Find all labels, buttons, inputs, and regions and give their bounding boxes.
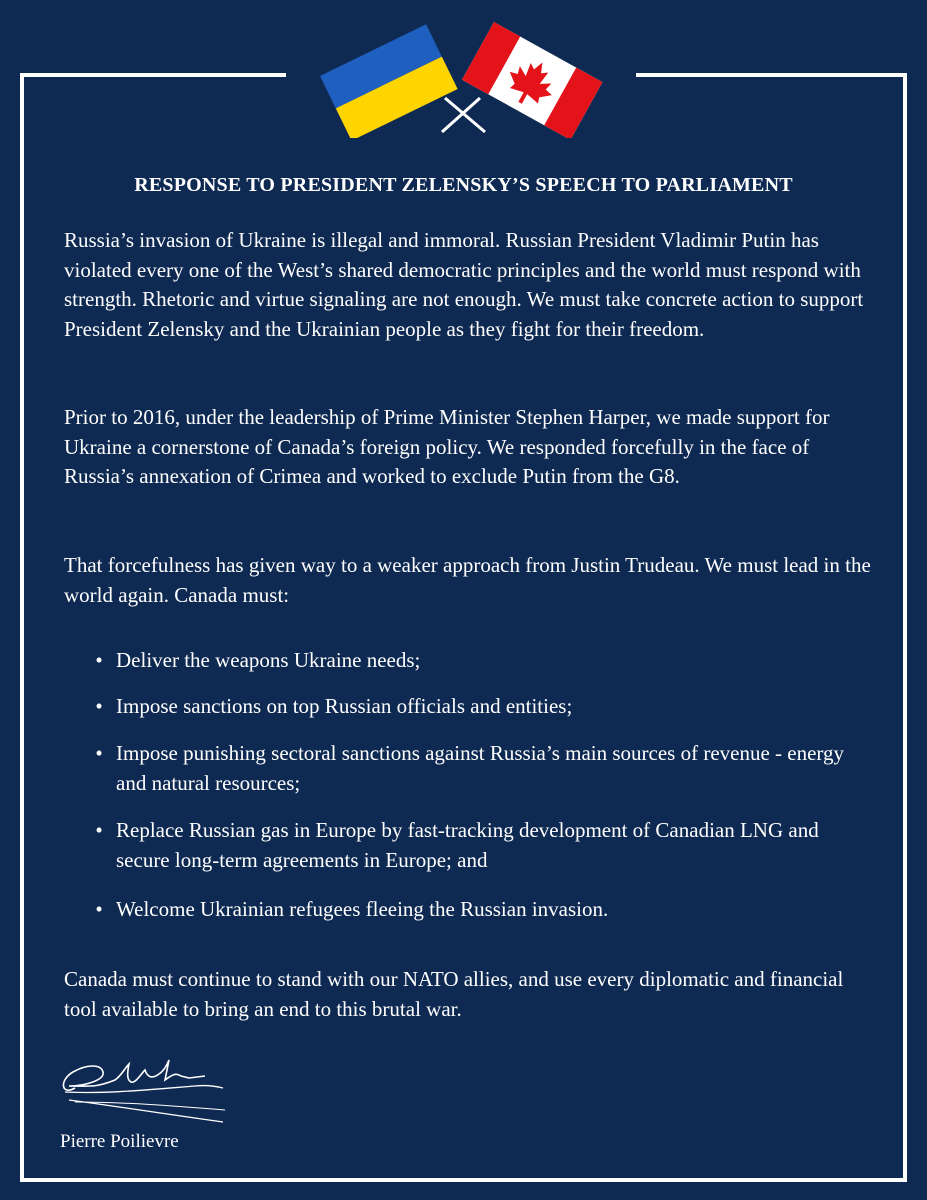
ukraine-flag-icon: [320, 24, 458, 138]
bullet-icon: •: [95, 694, 103, 718]
page-title: RESPONSE TO PRESIDENT ZELENSKY’S SPEECH TO PARLIAMENT: [134, 174, 793, 196]
list-item: [95, 816, 876, 875]
canada-flag-icon: [462, 22, 602, 138]
frame-top-right: [636, 73, 907, 77]
list-item: [95, 895, 876, 925]
list-item: [95, 646, 876, 676]
list-item-text: Impose punishing sectoral sanctions against Russia’s main sources of revenue - energy and natural resources;: [116, 741, 845, 795]
signature: [55, 1050, 235, 1130]
paragraph-3: That forcefulness has given way to a weaker approach from Justin Trudeau. We must lead in the world again. Canada must:: [64, 553, 871, 607]
crossed-flags: [315, 18, 610, 138]
bullet-icon: •: [95, 818, 103, 842]
list-item-text: Deliver the weapons Ukraine needs;: [116, 648, 421, 672]
closing-paragraph: Canada must continue to stand with our NATO allies, and use every diplomatic and financial tool available to bring an end to this brutal war.: [64, 967, 844, 1021]
frame-bottom: [20, 1178, 907, 1182]
list-item-text: Impose sanctions on top Russian officials and entities;: [116, 694, 573, 718]
list-item-text: Replace Russian gas in Europe by fast-tracking development of Canadian LNG and secure long-term agreements in Europe; and: [116, 818, 819, 872]
list-item-text: Welcome Ukrainian refugees fleeing the Russian invasion.: [116, 897, 609, 921]
frame-left: [20, 73, 24, 1182]
bullet-icon: •: [95, 648, 103, 672]
signatory-name: Pierre Poilievre: [60, 1131, 179, 1152]
bullet-icon: •: [95, 741, 103, 765]
paragraph-2: Prior to 2016, under the leadership of Prime Minister Stephen Harper, we made support for Ukraine a cornerstone of Canada’s foreign policy. We responded forcefully in the face of Russia’s annexation of Crimea and worked to exclude Putin from the G8.: [64, 405, 830, 488]
list-item: [95, 739, 876, 798]
frame-top-left: [20, 73, 286, 77]
list-item: [95, 692, 876, 722]
bullet-icon: •: [95, 897, 103, 921]
paragraph-1: Russia’s invasion of Ukraine is illegal and immoral. Russian President Vladimir Putin has violated every one of the West’s shared democratic principles and the world must respond with strength. Rhetoric and virtue signaling are not enough. We must take concrete action to support President Zelensky and the Ukrainian people as they fight for their freedom.: [64, 228, 864, 341]
frame-right: [903, 73, 907, 1182]
